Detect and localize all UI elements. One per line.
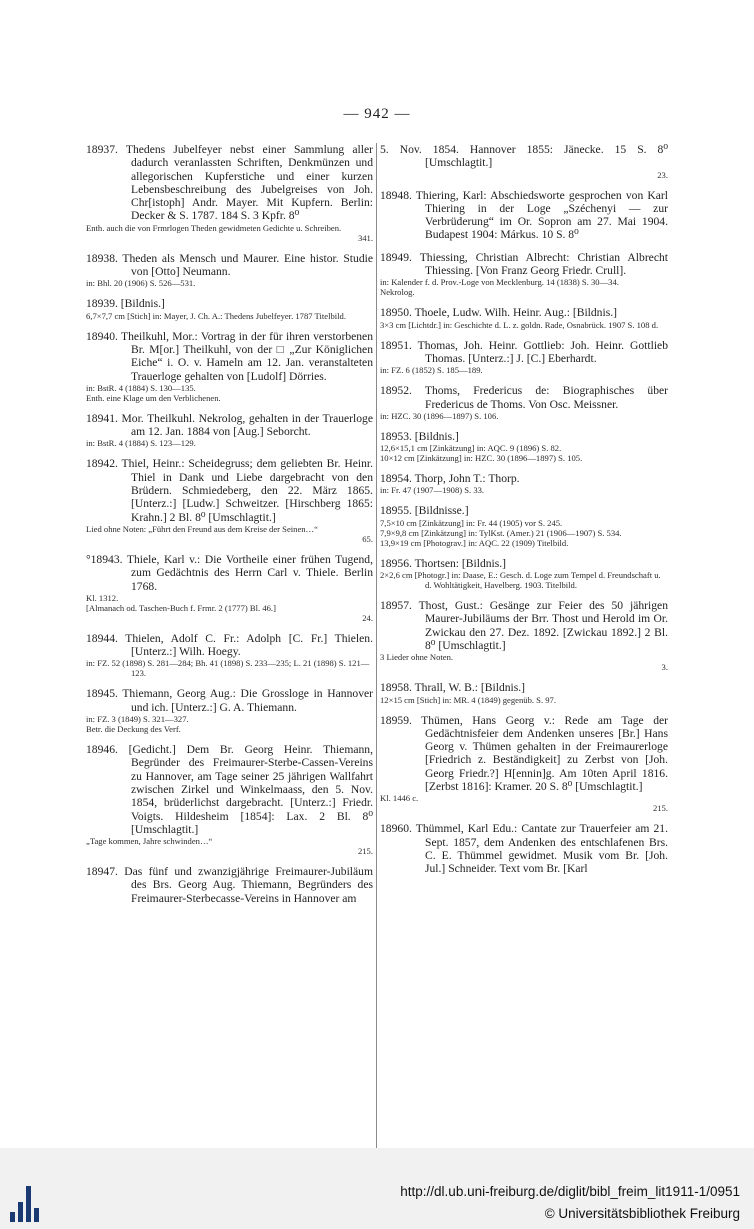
entry-reference-number: 23. <box>657 169 668 180</box>
bibliography-entry <box>380 251 668 298</box>
entry-note: 2×2,6 cm [Photogr.] in: Daase, E.: Gesch. d. Loge zum Tempel d. Freundschaft u. d. Wohltätigkeit, Havelberg. 1903. Titelbild. <box>380 570 661 591</box>
entry-note: in: BstR. 4 (1884) S. 130—135. <box>86 382 196 393</box>
entry-text: 18942. Thiel, Heinr.: Scheidegruss; dem geliebten Br. Heinr. Thiel in Dank und Liebe dargebracht von den Brüdern. Schmiedeberg, den 22. März 1865. [Unterz.:] [Ludw.] Schweitzer. [Hirschberg 1865: Krahn.] 2 Bl. 8⁰ [Umschlagtit.] <box>86 457 373 524</box>
entry-text: 18946. [Gedicht.] Dem Br. Georg Heinr. Thiemann, Begründer des Freimaurer-Sterbe-Cassen-Vereins zu Hannover, am Tage seiner 25 jährigen Wallfahrt zwischen Zirkel und Winkelmaass, den 5. Nov. 1854, brüderlichst dargebracht. [Unterz.:] Friedr. Voigts. Hildesheim [1854]: Lax. 2 Bl. 8⁰ [Umschlagtit.] <box>86 743 373 836</box>
bibliography-entry <box>86 457 373 543</box>
bibliography-entry <box>380 557 668 590</box>
entry-text: 18937. Thedens Jubelfeyer nebst einer Sammlung aller dadurch veranlassten Schriften, Denkmünzen und allegorischen Kupferstiche und einer kurzen Lebensbeschreibung des Jubelgreises von Joh. Chr[istoph] Andr. Mayer. Mit Kupfern. Berlin: Decker & S. 1787. 184 S. 3 Kpfr. 8⁰ <box>86 143 373 223</box>
entry-text: 18949. Thiessing, Christian Albrecht: Christian Albrecht Thiessing. [Von Franz Georg Friedr. Crull]. <box>380 250 668 278</box>
entry-note: [Almanach od. Taschen-Buch f. Frmr. 2 (1777) Bl. 46.] <box>86 602 276 613</box>
bibliography-entry <box>86 297 373 320</box>
entry-note: Kl. 1312. <box>86 592 119 603</box>
entry-reference-number: 215. <box>357 846 373 857</box>
entry-note: in: FZ. 6 (1852) S. 185—189. <box>380 365 483 376</box>
entry-note: in: BstR. 4 (1884) S. 123—129. <box>86 438 196 449</box>
entry-text: 18952. Thoms, Fredericus de: Biographisches über Fredericus de Thoms. Von Osc. Meissner. <box>380 384 668 411</box>
entry-text: 5. Nov. 1854. Hannover 1855: Jänecke. 15 S. 8⁰ [Umschlagtit.] <box>380 143 668 170</box>
bibliography-entry <box>86 252 373 289</box>
entry-text: 18944. Thielen, Adolf C. Fr.: Adolph [C. Fr.] Thielen. [Unterz.:] Wilh. Hoegy. <box>86 631 373 659</box>
bibliography-entry <box>380 189 668 242</box>
bibliography-entry <box>380 599 668 672</box>
bibliography-entry <box>86 553 373 623</box>
bibliography-entry <box>86 743 373 856</box>
bibliography-entry <box>380 822 668 875</box>
entry-note: 7,5×10 cm [Zinkätzung] in: Fr. 44 (1905) vor S. 245. <box>380 517 563 528</box>
copyright-notice: © Universitätsbibliothek Freiburg <box>544 1206 740 1221</box>
bibliography-entry <box>86 687 373 734</box>
source-url-link[interactable]: http://dl.ub.uni-freiburg.de/diglit/bibl_freim_lit1911-1/0951 <box>400 1184 740 1199</box>
entry-note: 10×12 cm [Zinkätzung] in: HZC. 30 (1896—1897) S. 105. <box>380 453 583 464</box>
entry-note: 6,7×7,7 cm [Stich] in: Mayer, J. Ch. A.: Thedens Jubelfeyer. 1787 Titelbild. <box>86 310 346 321</box>
bibliography-entry <box>380 306 668 329</box>
entry-text: 18951. Thomas, Joh. Heinr. Gottlieb: Joh. Heinr. Gottlieb Thomas. [Unterz.:] J. [C.] Eberhardt. <box>380 338 668 365</box>
entry-note: 12×15 cm [Stich] in: MR. 4 (1849) gegenüb. S. 97. <box>380 694 556 705</box>
entry-reference-number: 341. <box>357 232 373 243</box>
entry-text: 18950. Thoele, Ludw. Wilh. Heinr. Aug.: [Bildnis.] <box>380 306 617 320</box>
entry-text: 18959. Thümen, Hans Georg v.: Rede am Tage der Gedächtnisfeier dem Andenken unseres [Br.] Hans Georg v. Thümen gehalten in der Freimaurerloge [Friedrich z. Beständigkeit] zu Zerbst von [Joh. Georg Friedr.?] H[ennin]g. Am 10ten April 1816. [Zerbst 1816]: Kramer. 20 S. 8⁰ [Umschlagtit.] <box>380 713 668 794</box>
entry-note: in: FZ. 52 (1898) S. 281—284; Bh. 41 (1898) S. 233—235; L. 21 (1898) S. 121—123. <box>86 658 370 679</box>
library-logo-icon <box>10 1186 44 1222</box>
entry-note: „Tage kommen, Jahre schwinden…“ <box>86 836 213 847</box>
entry-note: 7,9×9,8 cm [Zinkätzung] in: TylKst. (Amer.) 21 (1906—1907) S. 534. <box>380 527 622 538</box>
entry-note: in: Fr. 47 (1907—1908) S. 33. <box>380 485 485 496</box>
entry-note: 3×3 cm [Lichtdr.] in: Geschichte d. L. z. goldn. Rade, Osnabrück. 1907 S. 108 d. <box>380 319 659 330</box>
entry-note: Nekrolog. <box>380 287 415 298</box>
entry-note: 13,9×19 cm [Photograv.] in: AQC. 22 (1909) Titelbild. <box>380 537 569 548</box>
entry-text: 18957. Thost, Gust.: Gesänge zur Feier des 50 jährigen Maurer-Jubiläums der Brr. Thost und Herold im Or. Zwickau den 27. Dez. 1892. [Zwickau 1892.] 2 Bl. 8⁰ [Umschlagtit.] <box>380 599 668 652</box>
right-column <box>380 143 668 885</box>
entry-reference-number: 215. <box>652 803 668 814</box>
entry-text: 18941. Mor. Theilkuhl. Nekrolog, gehalten in der Trauerloge am 12. Jan. 1884 von [Aug.] Seborcht. <box>86 411 373 439</box>
bibliography-entry <box>86 412 373 449</box>
entry-text: °18943. Thiele, Karl v.: Die Vortheile einer frühen Tugend, zum Gedächtnis des Herrn Carl v. Thiele. Berlin 1768. <box>86 552 373 593</box>
entry-note: Kl. 1446 c. <box>380 793 419 804</box>
bibliography-entry <box>86 330 373 403</box>
page-number: — 942 — <box>343 106 411 122</box>
entry-reference-number: 65. <box>362 533 373 544</box>
left-column <box>86 143 373 914</box>
entry-note: Enth. auch die von Frmrlogen Theden gewidmeten Gedichte u. Schreiben. <box>86 222 342 233</box>
bibliography-entry <box>86 632 373 679</box>
entry-text: 18953. [Bildnis.] <box>380 429 459 443</box>
entry-text: 18945. Thiemann, Georg Aug.: Die Grossloge in Hannover und ich. [Unterz.:] G. A. Thiemann. <box>86 687 373 714</box>
entry-note: in: HZC. 30 (1896—1897) S. 106. <box>380 410 499 421</box>
entry-note: Enth. eine Klage um den Verblichenen. <box>86 392 221 403</box>
bibliography-entry <box>380 714 668 814</box>
entry-text: 18948. Thiering, Karl: Abschiedsworte gesprochen von Karl Thiering in der Loge „Széchenyi — zur Verbrüderung“ im Or. Sopron am 27. Mai 1904. Budapest 1904: Márkus. 10 S. 8⁰ <box>380 188 668 242</box>
entry-text: 18939. [Bildnis.] <box>86 297 165 311</box>
bibliography-entry <box>380 681 668 704</box>
bibliography-entry <box>380 504 668 547</box>
entry-note: 12,6×15,1 cm [Zinkätzung] in: AQC. 9 (1896) S. 82. <box>380 443 562 454</box>
bibliography-entry <box>380 143 668 180</box>
entry-note: 3 Lieder ohne Noten. <box>380 652 454 663</box>
bibliography-entry <box>380 430 668 463</box>
entry-text: 18960. Thümmel, Karl Edu.: Cantate zur Trauerfeier am 21. Sept. 1857, dem Andenken des entschlafenen Brs. C. E. Thümmel gewidmet. Musik vom Br. [Joh. Jul.] Schneider. Text vom Br. [Karl <box>380 822 668 876</box>
entry-text: 18938. Theden als Mensch und Maurer. Eine histor. Studie von [Otto] Neumann. <box>86 251 373 279</box>
entry-reference-number: 3. <box>661 662 668 673</box>
entry-note: in: FZ. 3 (1849) S. 321—327. <box>86 714 189 725</box>
entry-text: 18947. Das fünf und zwanzigjährige Freimaurer-Jubiläum des Brs. Georg Aug. Thiemann, Begründers des Freimaurer-Sterbecasse-Vereins in Hannover am <box>86 865 373 905</box>
entry-text: 18954. Thorp, John T.: Thorp. <box>380 472 520 486</box>
entry-text: 18958. Thrall, W. B.: [Bildnis.] <box>380 681 526 695</box>
column-divider <box>376 143 377 1153</box>
entry-note: Lied ohne Noten: „Führt den Freund aus dem Kreise der Seinen…“ <box>86 523 318 534</box>
bibliography-entry <box>380 472 668 495</box>
entry-note: in: Kalender f. d. Prov.-Loge von Mecklenburg. 14 (1838) S. 30—34. <box>380 277 619 288</box>
entry-text: 18940. Theilkuhl, Mor.: Vortrag in der für ihren verstorbenen Br. M[or.] Theilkuhl, von der □ „Zur Königlichen Eiche“ i. O. v. Hameln am 12. Jan. veranstalteten Trauerloge gehalten von [Ludolf] Dörries. <box>86 329 373 383</box>
bibliography-entry <box>380 384 668 421</box>
bibliography-entry <box>380 339 668 376</box>
entry-note: in: Bhl. 20 (1906) S. 526—531. <box>86 278 196 289</box>
bibliography-entry <box>86 143 373 243</box>
entry-note: Betr. die Deckung des Verf. <box>86 724 181 735</box>
entry-reference-number: 24. <box>362 612 373 623</box>
entry-text: 18956. Thortsen: [Bildnis.] <box>380 556 507 570</box>
bibliography-entry <box>86 865 373 905</box>
entry-text: 18955. [Bildnisse.] <box>380 504 469 518</box>
